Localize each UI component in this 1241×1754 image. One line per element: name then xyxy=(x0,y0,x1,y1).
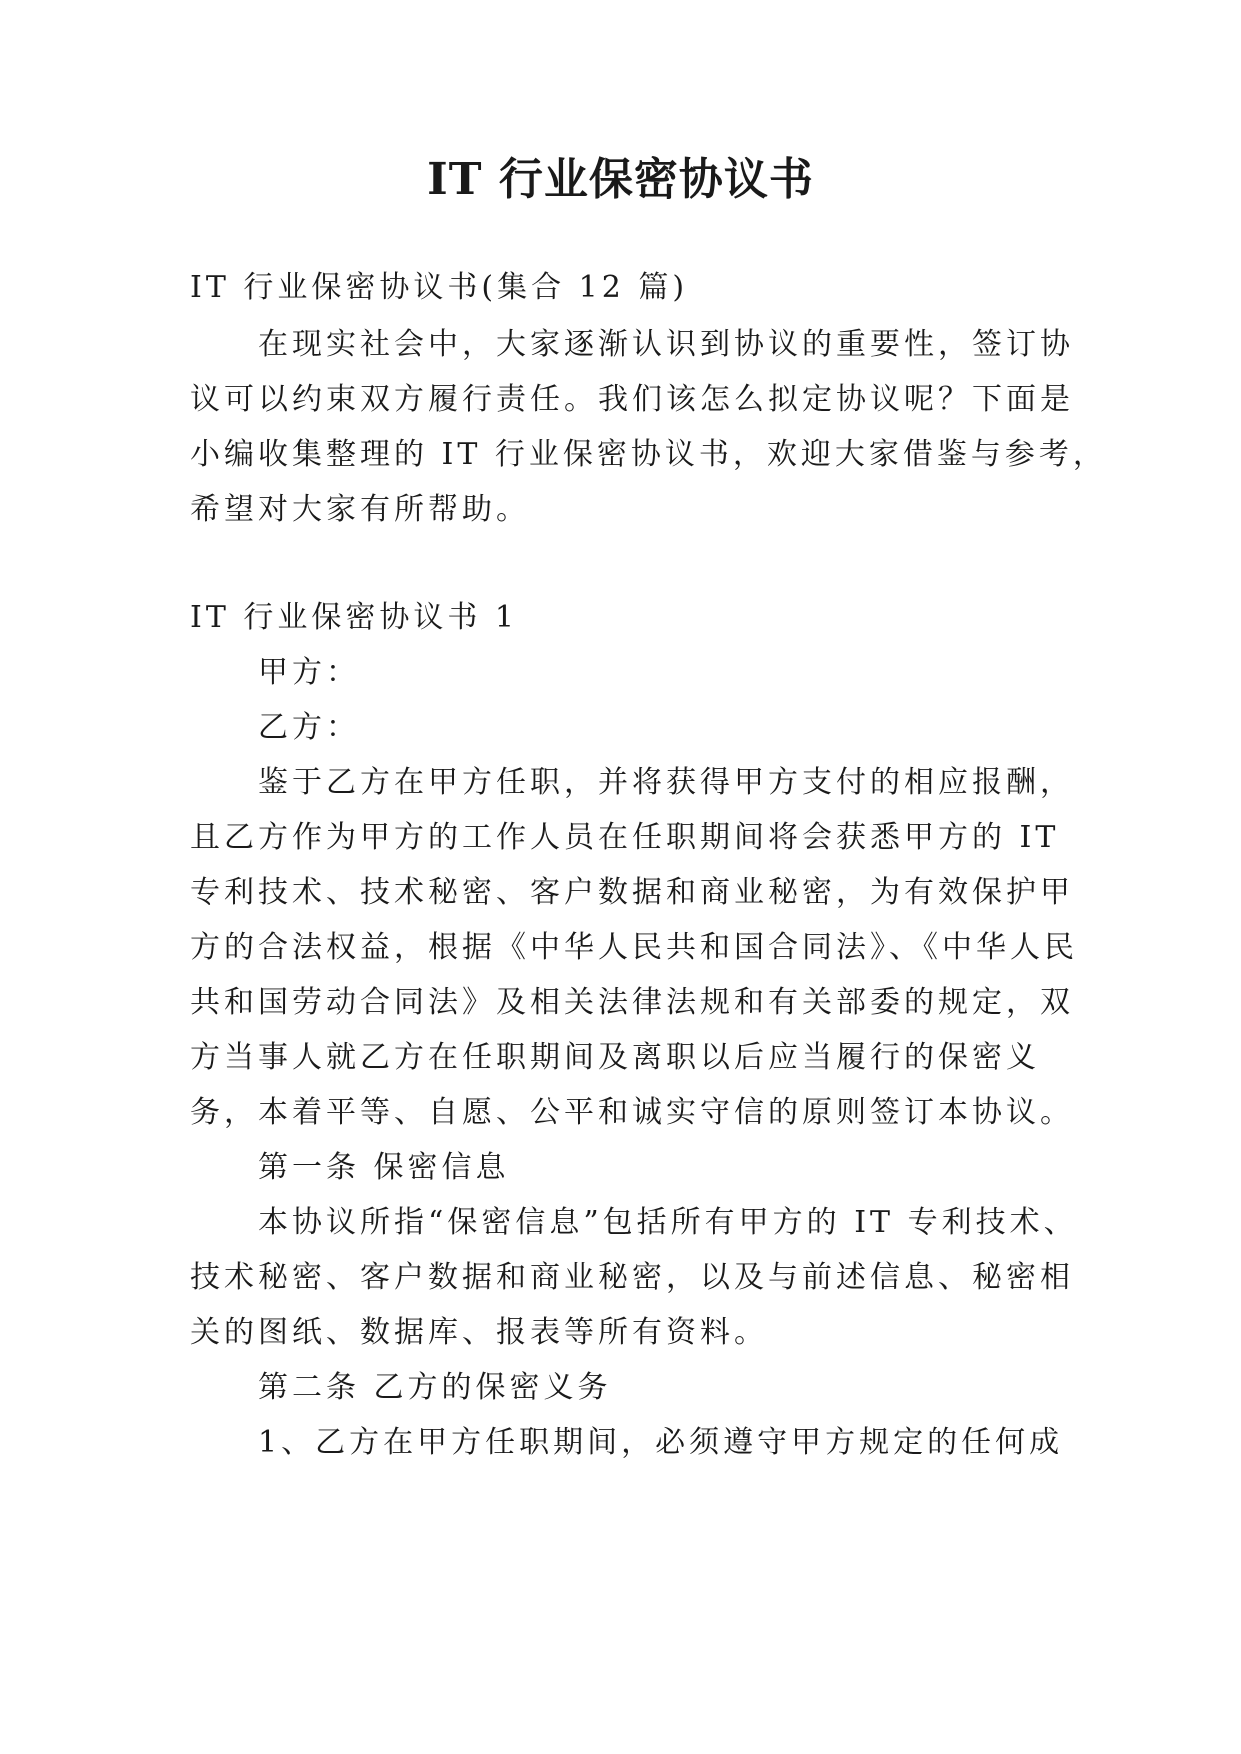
intro-line-1: 在现实社会中，大家逐渐认识到协议的重要性，签订协 xyxy=(258,327,1074,362)
party-b-label: 乙方： xyxy=(258,710,360,745)
party-a-label: 甲方： xyxy=(258,655,360,690)
article2-heading: 第二条 乙方的保密义务 xyxy=(258,1370,612,1405)
article1-heading: 第一条 保密信息 xyxy=(258,1150,510,1185)
preamble-line-1: 鉴于乙方在甲方任职，并将获得甲方支付的相应报酬， xyxy=(258,765,1074,800)
intro-line-3: 小编收集整理的 IT 行业保密协议书，欢迎大家借鉴与参考， xyxy=(190,437,1107,472)
article1-line-2: 技术秘密、客户数据和商业秘密，以及与前述信息、秘密相 xyxy=(190,1260,1074,1295)
document-subtitle: IT 行业保密协议书(集合 12 篇) xyxy=(190,270,689,305)
section1-heading: IT 行业保密协议书 1 xyxy=(190,600,519,635)
preamble-line-5: 共和国劳动合同法》及相关法律法规和有关部委的规定，双 xyxy=(190,985,1074,1020)
article1-line-3: 关的图纸、数据库、报表等所有资料。 xyxy=(190,1315,768,1350)
article1-line-1: 本协议所指“保密信息”包括所有甲方的 IT 专利技术、 xyxy=(258,1205,1078,1240)
article2-line-1: 1、乙方在甲方任职期间，必须遵守甲方规定的任何成 xyxy=(258,1425,1064,1460)
document-title: IT 行业保密协议书 xyxy=(427,154,814,205)
intro-line-4: 希望对大家有所帮助。 xyxy=(190,492,530,527)
preamble-line-6: 方当事人就乙方在任职期间及离职以后应当履行的保密义 xyxy=(190,1040,1040,1075)
intro-line-2: 议可以约束双方履行责任。我们该怎么拟定协议呢？下面是 xyxy=(190,382,1074,417)
preamble-line-2: 且乙方作为甲方的工作人员在任职期间将会获悉甲方的 IT xyxy=(190,820,1060,855)
preamble-line-3: 专利技术、技术秘密、客户数据和商业秘密，为有效保护甲 xyxy=(190,875,1074,910)
preamble-line-4: 方的合法权益，根据《中华人民共和国合同法》、《中华人民 xyxy=(190,930,1078,965)
preamble-line-7: 务，本着平等、自愿、公平和诚实守信的原则签订本协议。 xyxy=(190,1095,1074,1130)
